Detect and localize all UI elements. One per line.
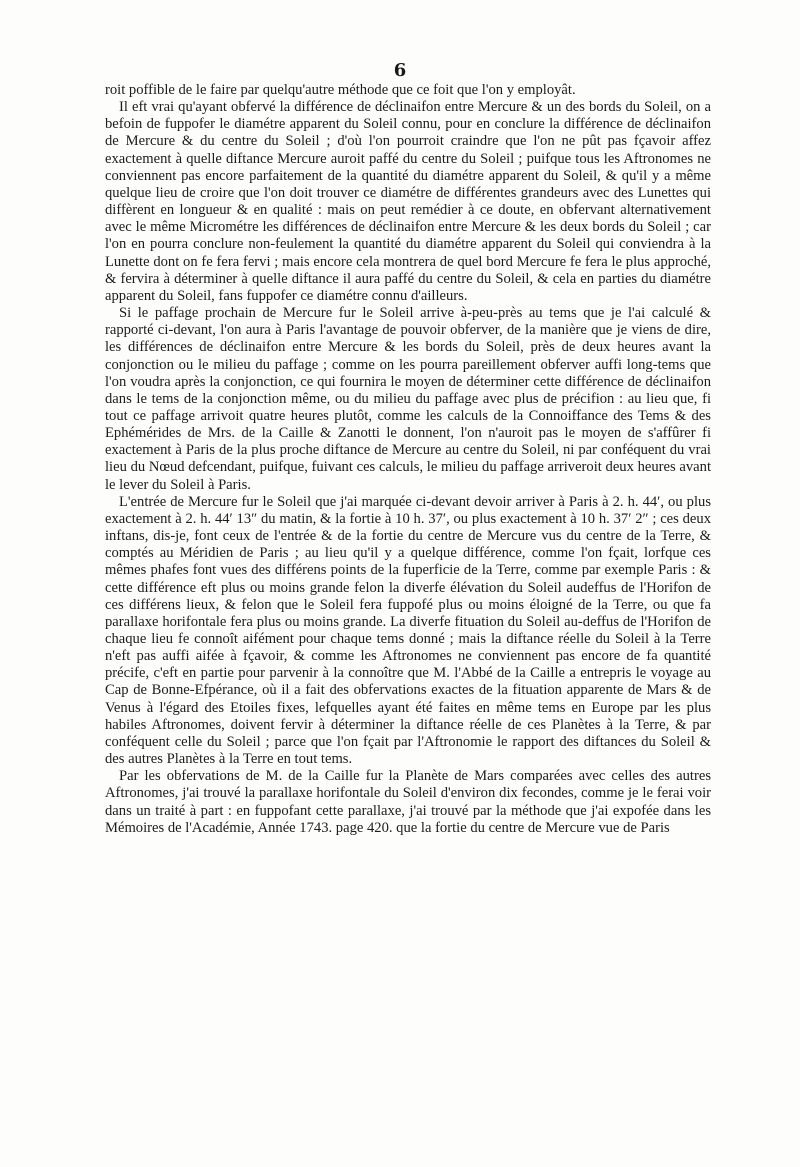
paragraph: Par les obfervations de M. de la Caille fur la Planète de Mars comparées avec celles des autres Aftronomes, j'ai trouvé la parallaxe horifontale du Soleil d'environ dix fecondes, comme je le ferai voir dans un traité à part : en fuppofant cette parallaxe, j'ai trouvé par la méthode que j'ai expofée dans les Mémoires de l'Académie, Année 1743. page 420. que la fortie du centre de Mercure vue de Paris bbox=[105, 768, 711, 836]
page-number: 6 bbox=[393, 60, 407, 81]
paragraph-continuation: roit poffible de le faire par quelqu'autre méthode que ce foit que l'on y employât. bbox=[105, 82, 576, 98]
paragraph: Si le paffage prochain de Mercure fur le Soleil arrive à-peu-près au tems que je l'ai calculé & rapporté ci-devant, l'on aura à Paris l'avantage de pouvoir obferver, de la manière que je viens de dire, les différences de déclinaifon entre Mercure & les bords du Soleil, près de deux heures avant la conjonction ou le milieu du paffage ; comme on les pourra pareillement obferver auffi long-tems que l'on voudra après la conjonction, ce qui fournira le moyen de déterminer cette différence de déclinaifon dans le tems de la conjonction même, ou du milieu du paffage avec plus de précifion : au lieu que, fi tout ce paffage arrivoit quatre heures plutôt, comme les calculs de la Connoiffance des Tems & des Ephémérides de Mrs. de la Caille & Zanotti le donnent, l'on n'auroit pas le moyen de s'affûrer fi exactement à Paris de la plus proche diftance de Mercure au centre du Soleil, ni par conféquent du vrai lieu du Nœud defcendant, puifque, fuivant ces calculs, le milieu du paffage arriveroit deux heures avant le lever du Soleil à Paris. bbox=[105, 305, 711, 493]
paragraph: L'entrée de Mercure fur le Soleil que j'ai marquée ci-devant devoir arriver à Paris à 2. h. 44′, ou plus exactement à 2. h. 44′ 13″ du matin, & la fortie à 10 h. 37′, ou plus exactement à 10 h. 37′ 2″ ; ces deux inftans, dis-je, font ceux de l'entrée & de la fortie du centre de Mercure vus du centre de la Terre, & comptés au Méridien de Paris ; au lieu qu'il y a quelque différence, comme l'on fçait, lorfque ces mêmes phafes font vues des différens points de la fuperficie de la Terre, comme par exemple Paris : & cette différence eft plus ou moins grande felon la diverfe élévation du Soleil audeffus de l'Horifon de ces différens lieux, & felon que le Soleil fera fuppofé plus ou moins éloigné de la Terre, ou que fa parallaxe horifontale fera plus ou moins grande. La diverfe fituation du Soleil au-deffus de l'Horifon de chaque lieu fe connoît aifément pour chaque tems donné ; mais la diftance réelle du Soleil à la Terre n'eft pas auffi aifée à fçavoir, & comme les Aftronomes ne conviennent pas encore de fa quantité précife, c'eft en partie pour parvenir à la connoître que M. l'Abbé de la Caille a entrepris le voyage au Cap de Bonne-Efpérance, où il a fait des obfervations exactes de la fituation apparente de Mars & de Venus à l'égard des Etoiles fixes, lefquelles ayant été faites en même tems en Europe par les plus habiles Aftronomes, doivent fervir à déterminer la diftance réelle de ces Planètes à la Terre, & par conféquent celle du Soleil ; parce que l'on fçait par l'Aftronomie le rapport des diftances du Soleil & des autres Planètes à la Terre en tout tems. bbox=[105, 493, 711, 768]
body-text bbox=[105, 82, 711, 837]
paragraph: Il eft vrai qu'ayant obfervé la différence de déclinaifon entre Mercure & un des bords du Soleil, on a befoin de fuppofer le diamétre apparent du Soleil connu, pour en conclure la différence de déclinaifon de Mercure & du centre du Soleil ; d'où l'on pourroit craindre que l'on ne pût pas fçavoir affez exactement à quelle diftance Mercure auroit paffé du centre du Soleil ; puifque tous les Aftronomes ne conviennent pas encore parfaitement de la quantité du diamétre apparent du Soleil, & qu'il y a même quelque lieu de croire que l'on doit trouver ce diamétre de différentes grandeurs avec des Lunettes qui diffèrent en longueur & en qualité : mais on peut remédier à ce doute, en obfervant alternativement avec le même Micrométre les différences de déclinaifon entre Mercure & les deux bords du Soleil ; car l'on en pourra conclure non-feulement la quantité du diamétre apparent du Soleil qui conviendra à la Lunette dont on fe fera fervi ; mais encore cela montrera de quel bord Mercure fe fera le plus approché, & fervira à déterminer à quelle diftance il aura paffé du centre du Soleil, & cela en parties du diamétre apparent du Soleil, fans fuppofer ce diamétre connu d'ailleurs. bbox=[105, 99, 711, 304]
